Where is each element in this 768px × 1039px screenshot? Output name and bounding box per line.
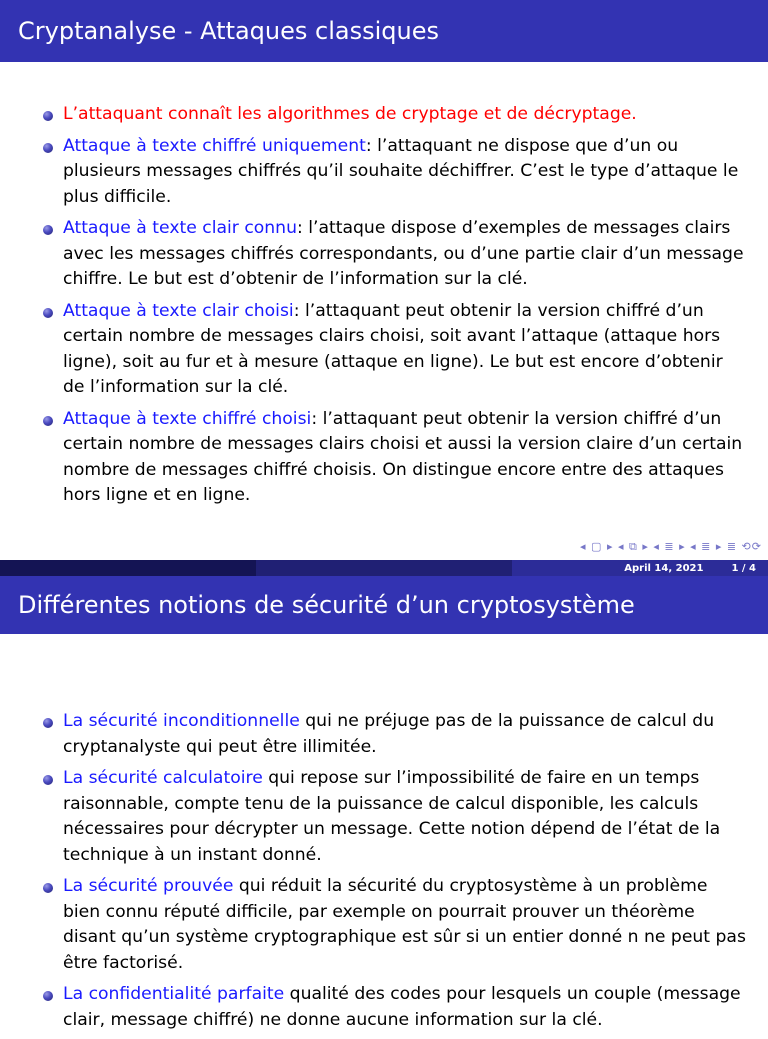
footer-segment-left [0, 560, 256, 576]
slide-footer [0, 560, 768, 576]
bullet-term: La sécurité inconditionnelle [63, 711, 300, 731]
bullet-icon [43, 883, 53, 893]
bullet-term: Attaque à texte clair choisi [63, 300, 294, 321]
bullet-item [0, 134, 768, 211]
bullet-text: : l’attaquant peut obtenir la version chiffré d’un certain nombre de messages clairs choisi et aussi la version claire d’un certain nombre de messages chiffré choisis. On distingue encore entre des attaques hors ligne et en ligne. [63, 408, 743, 505]
slide-title-text: Différentes notions de sécurité d’un cryptosystème [18, 591, 635, 619]
bullet-text: : l’attaque dispose d’exemples de messages clairs avec les messages chiffrés correspondants, ou d’une partie clair d’un message chiffre. Le but est d’obtenir de l’information sur la clé. [63, 218, 744, 289]
bullet-icon [43, 991, 53, 1001]
bullet-term: Attaque à texte clair connu [63, 218, 297, 238]
bullet-icon [43, 225, 53, 235]
bullet-term: Attaque à texte chiffré uniquement [63, 135, 366, 156]
footer-page-number: 1 / 4 [731, 562, 756, 574]
bullet-icon [43, 775, 53, 785]
footer-segment-right [512, 560, 768, 576]
bullet-item [0, 407, 768, 509]
bullet-text: qui réduit la sécurité du cryptosystème à un problème bien connu réputé difficile, par exemple on pourrait prouver un théorème disant qu’un système cryptographique est sûr si un entier donné n ne peut pas être factorisé. [63, 876, 746, 973]
bullet-item [0, 982, 768, 1033]
bullet-icon [43, 143, 53, 153]
bullet-icon [43, 111, 53, 121]
bullet-icon [43, 308, 53, 318]
bullet-icon [43, 416, 53, 426]
bullet-item [0, 102, 768, 128]
footer-segment-middle [256, 560, 512, 576]
bullet-term: Attaque à texte chiffré choisi [63, 408, 312, 429]
bullet-list [0, 709, 768, 1039]
slide-title [0, 576, 768, 634]
bullet-item [0, 766, 768, 868]
bullet-item [0, 874, 768, 976]
footer-date: April 14, 2021 [624, 562, 704, 574]
bullet-list [0, 102, 768, 515]
slide-title-text: Cryptanalyse - Attaques classiques [18, 17, 439, 45]
bullet-term: La confidentialité parfaite [63, 984, 285, 1004]
bullet-text: : l’attaquant peut obtenir la version chiffré d’un certain nombre de messages clairs choisi, soit avant l’attaque (attaque hors ligne), soit au fur et à mesure (attaque en ligne). Le but est encore d’obtenir de l’information sur la clé. [63, 300, 723, 397]
bullet-text: L’attaquant connaît les algorithmes de cryptage et de décryptage. [63, 104, 637, 124]
beamer-navigation-icons[interactable]: ◂ ▢ ▸ ◂ ⧉ ▸ ◂ ≣ ▸ ◂ ≣ ▸ ≣ ⟲⟳ [580, 540, 762, 553]
bullet-text: qui repose sur l’impossibilité de faire en un temps raisonnable, compte tenu de la puissance de calcul disponible, les calculs nécessaires pour décrypter un message. Cette notion dépend de l’état de la technique à un instant donné. [63, 768, 721, 865]
bullet-term: La sécurité calculatoire [63, 768, 263, 788]
bullet-item [0, 216, 768, 293]
bullet-term: La sécurité prouvée [63, 876, 234, 896]
bullet-item [0, 299, 768, 401]
bullet-icon [43, 718, 53, 728]
bullet-text: qui ne préjuge pas de la puissance de calcul du cryptanalyste qui peut être illimitée. [63, 711, 715, 757]
bullet-item [0, 709, 768, 760]
slide-title [0, 0, 768, 62]
bullet-text: qualité des codes pour lesquels un couple (message clair, message chiffré) ne donne aucune information sur la clé. [63, 984, 741, 1030]
bullet-text: : l’attaquant ne dispose que d’un ou plusieurs messages chiffrés qu’il souhaite déchiffrer. C’est le type d’attaque le plus difficile. [63, 135, 739, 207]
